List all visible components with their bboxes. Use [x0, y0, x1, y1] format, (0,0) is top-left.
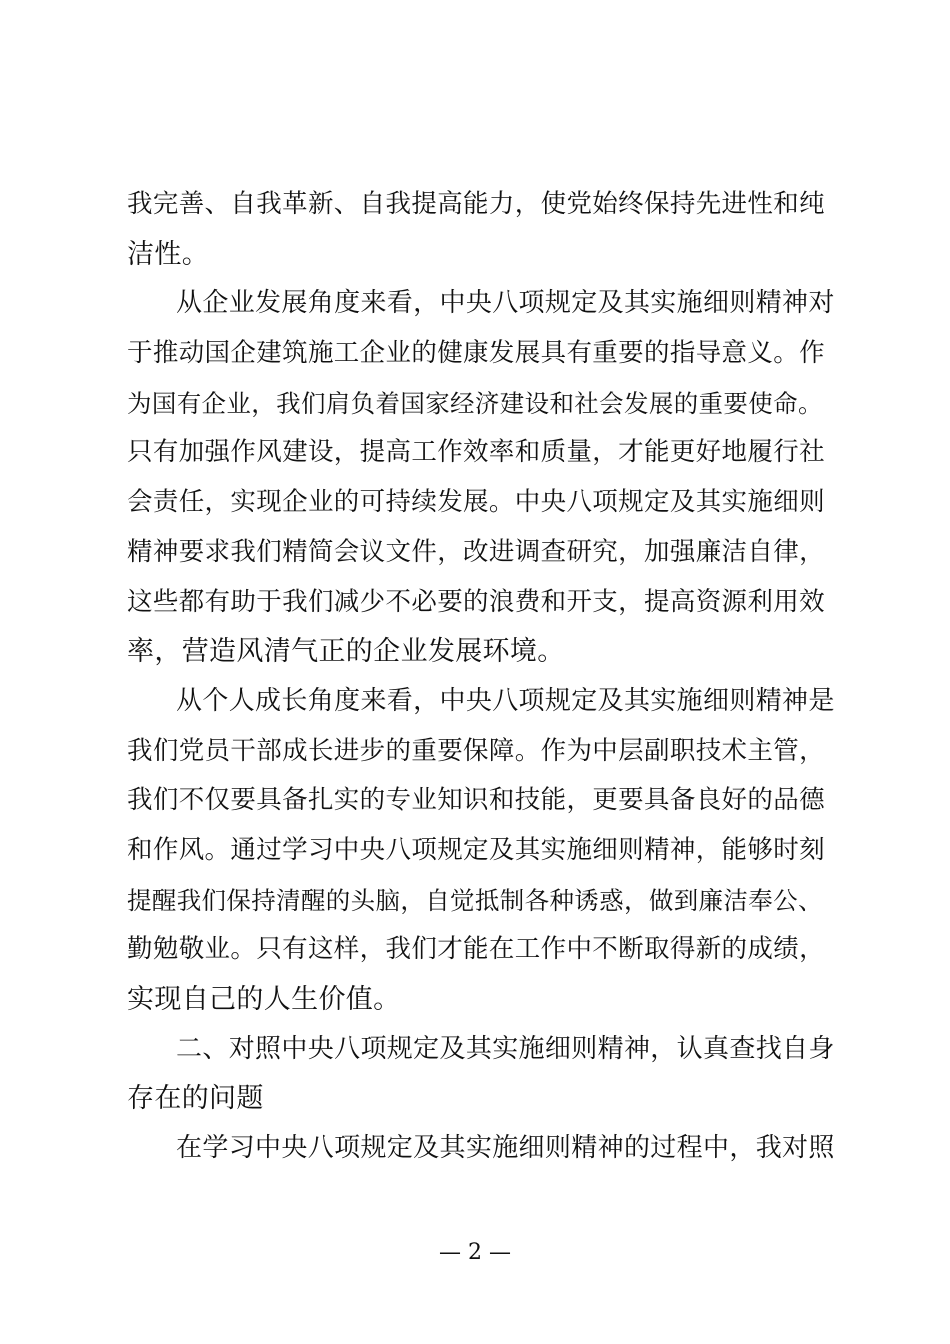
- document-body: [127, 180, 835, 1174]
- body-text-line: 洁性。: [127, 238, 210, 270]
- body-text-line: 实现自己的人生价值。: [127, 984, 401, 1015]
- body-text-line: 为国有企业，我们肩负着国家经济建设和社会发展的重要使命。: [127, 388, 823, 418]
- body-text-line: 从企业发展角度来看，中央八项规定及其实施细则精神对: [176, 288, 835, 319]
- body-text-line: 精神要求我们精简会议文件，改进调查研究，加强廉洁自律，: [127, 536, 825, 567]
- section-heading-line: 存在的问题: [127, 1083, 264, 1115]
- body-text-line: 我们不仅要具备扎实的专业知识和技能，更要具备良好的品德: [127, 785, 825, 816]
- body-text-line: 我完善、自我革新、自我提高能力，使党始终保持先进性和纯: [127, 189, 825, 219]
- body-text-line: 于推动国企建筑施工企业的健康发展具有重要的指导意义。作: [127, 338, 825, 369]
- section-heading-line: 二、对照中央八项规定及其实施细则精神，认真查找自身: [176, 1033, 835, 1064]
- body-text-line: 率，营造风清气正的企业发展环境。: [127, 636, 565, 668]
- body-text-line: 从个人成长角度来看，中央八项规定及其实施细则精神是: [176, 685, 835, 716]
- page-number: — 2 —: [439, 1240, 511, 1265]
- body-text-line: 提醒我们保持清醒的头脑，自觉抵制各种诱惑，做到廉洁奉公、: [127, 885, 823, 915]
- body-text-line: 会责任，实现企业的可持续发展。中央八项规定及其实施细则: [127, 487, 825, 518]
- body-text-line: 这些都有助于我们减少不必要的浪费和开支，提高资源利用效: [127, 586, 825, 617]
- body-text-line: 勤勉敬业。只有这样，我们才能在工作中不断取得新的成绩，: [127, 934, 825, 965]
- body-text-line: 和作风。通过学习中央八项规定及其实施细则精神，能够时刻: [127, 834, 825, 865]
- body-text-line: 我们党员干部成长进步的重要保障。作为中层副职技术主管，: [127, 735, 825, 766]
- body-text-line: 在学习中央八项规定及其实施细则精神的过程中，我对照: [176, 1133, 835, 1164]
- body-text-line: 只有加强作风建设，提高工作效率和质量，才能更好地履行社: [127, 437, 825, 468]
